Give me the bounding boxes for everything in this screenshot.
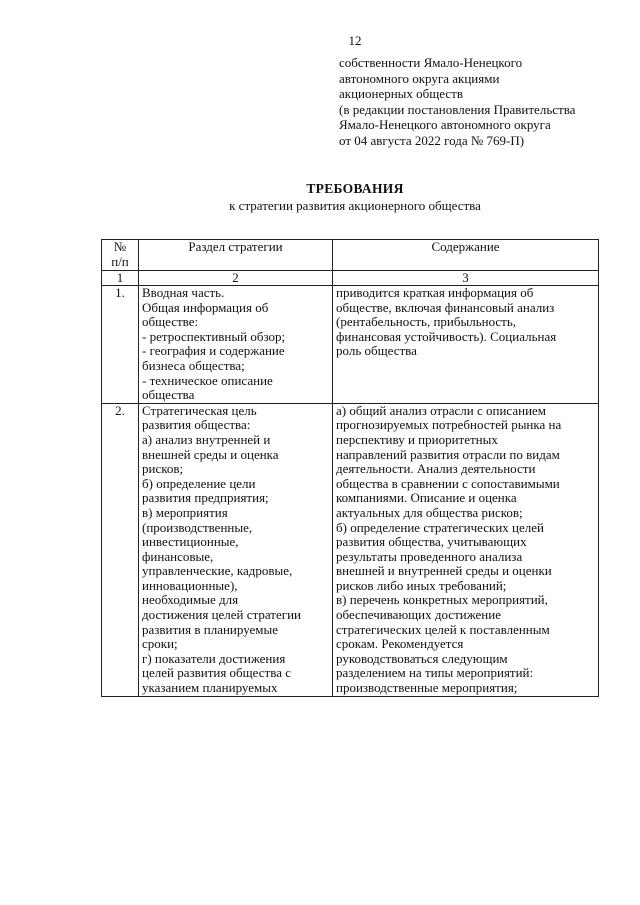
section-line: развития общества:: [142, 417, 251, 433]
section-line: обществе:: [142, 314, 199, 330]
requirements-table: [101, 239, 599, 697]
section-line: целей развития общества с: [142, 665, 291, 681]
content-line: а) общий анализ отрасли с описанием: [336, 402, 547, 418]
content-line: стратегических целей к поставленным: [336, 621, 550, 637]
content-line: компаниями. Описание и оценка: [336, 490, 517, 506]
section-line: инновационные),: [142, 577, 238, 593]
table-index-row: [102, 271, 599, 286]
content-line: приводится краткая информация об: [336, 285, 534, 300]
header-note-line: Ямало-Ненецкого автономного округа: [339, 117, 551, 133]
content-line: б) определение стратегических целей: [336, 519, 544, 535]
content-line: финансовая устойчивость). Социальная: [336, 328, 557, 344]
header-number-abbr: п/п: [111, 253, 129, 269]
section-line: Общая информация об: [142, 299, 269, 315]
section-cell: [139, 403, 333, 696]
section-line: общества: [142, 387, 195, 403]
section-line: бизнеса общества;: [142, 357, 245, 373]
section-line: г) показатели достижения: [142, 650, 286, 666]
row-number: 2.: [102, 403, 139, 696]
header-note: [339, 55, 629, 149]
section-line: сроки;: [142, 636, 178, 652]
section-line: развития предприятия;: [142, 490, 269, 506]
section-line: Вводная часть.: [142, 285, 225, 300]
section-line: управленческие, кадровые,: [142, 563, 293, 579]
content-line: рисков либо иных требований;: [336, 577, 507, 593]
row-number: 1.: [102, 286, 139, 404]
section-line: - ретроспективный обзор;: [142, 328, 286, 344]
document-title: ТРЕБОВАНИЯ: [306, 181, 404, 196]
section-line: инвестиционные,: [142, 534, 239, 550]
section-line: достижения целей стратегии: [142, 607, 302, 623]
content-line: развития общества, учитывающих: [336, 534, 527, 550]
header-note-line: акционерных обществ: [339, 86, 463, 102]
section-line: - техническое описание: [142, 372, 273, 388]
content-line: производственные мероприятия;: [336, 680, 518, 696]
content-line: перспективу и приоритетных: [336, 431, 498, 447]
content-line: срокам. Рекомендуется: [336, 636, 464, 652]
table-row: [102, 403, 599, 696]
document-subtitle: к стратегии развития акционерного общества: [229, 198, 481, 213]
index-cell: 2: [139, 271, 333, 286]
header-note-line: автономного округа акциями: [339, 70, 500, 86]
index-cell: 1: [102, 271, 139, 286]
content-line: актуальных для общества рисков;: [336, 504, 523, 520]
section-line: а) анализ внутренней и: [142, 431, 271, 447]
section-line: - география и содержание: [142, 343, 285, 359]
section-line: необходимые для: [142, 592, 239, 608]
index-cell: 3: [333, 271, 599, 286]
content-line: внешней и внутренней среды и оценки: [336, 563, 552, 579]
content-line: в) перечень конкретных мероприятий,: [336, 592, 548, 608]
content-line: прогнозируемых потребностей рынка на: [336, 417, 562, 433]
content-line: руководствоваться следующим: [336, 650, 508, 666]
section-line: (производственные,: [142, 519, 253, 535]
header-number-sign: №: [113, 239, 127, 254]
content-line: направлений развития отрасли по видам: [336, 446, 560, 462]
content-line: общества в сравнении с сопоставимыми: [336, 475, 560, 491]
section-line: б) определение цели: [142, 475, 256, 491]
content-line: обществе, включая финансовый анализ: [336, 299, 555, 315]
content-cell: [333, 403, 599, 696]
content-line: (рентабельность, прибыльность,: [336, 314, 517, 330]
content-cell: [333, 286, 599, 404]
header-cell-section: Раздел стратегии: [139, 240, 333, 271]
content-line: деятельности. Анализ деятельности: [336, 461, 536, 477]
table-header-row: [102, 240, 599, 271]
content-line: роль общества: [336, 343, 417, 359]
header-note-line: собственности Ямало-Ненецкого: [339, 55, 523, 70]
content-line: результаты проведенного анализа: [336, 548, 523, 564]
table-row: [102, 286, 599, 404]
section-line: в) мероприятия: [142, 504, 228, 520]
header-note-line: от 04 августа 2022 года № 769-П): [339, 132, 525, 148]
header-cell-content: Содержание: [333, 240, 599, 271]
page-number: 12: [348, 33, 362, 48]
content-line: обеспечивающих достижение: [336, 607, 501, 623]
header-note-line: (в редакции постановления Правительства: [339, 101, 576, 117]
section-line: Стратегическая цель: [142, 402, 257, 418]
section-line: финансовые,: [142, 548, 214, 564]
section-line: внешней среды и оценка: [142, 446, 279, 462]
section-line: указанием планируемых: [142, 680, 278, 696]
section-line: рисков;: [142, 461, 184, 477]
section-cell: [139, 286, 333, 404]
section-line: развития в планируемые: [142, 621, 279, 637]
content-line: разделением на типы мероприятий:: [336, 665, 534, 681]
header-cell-number: [102, 240, 139, 271]
